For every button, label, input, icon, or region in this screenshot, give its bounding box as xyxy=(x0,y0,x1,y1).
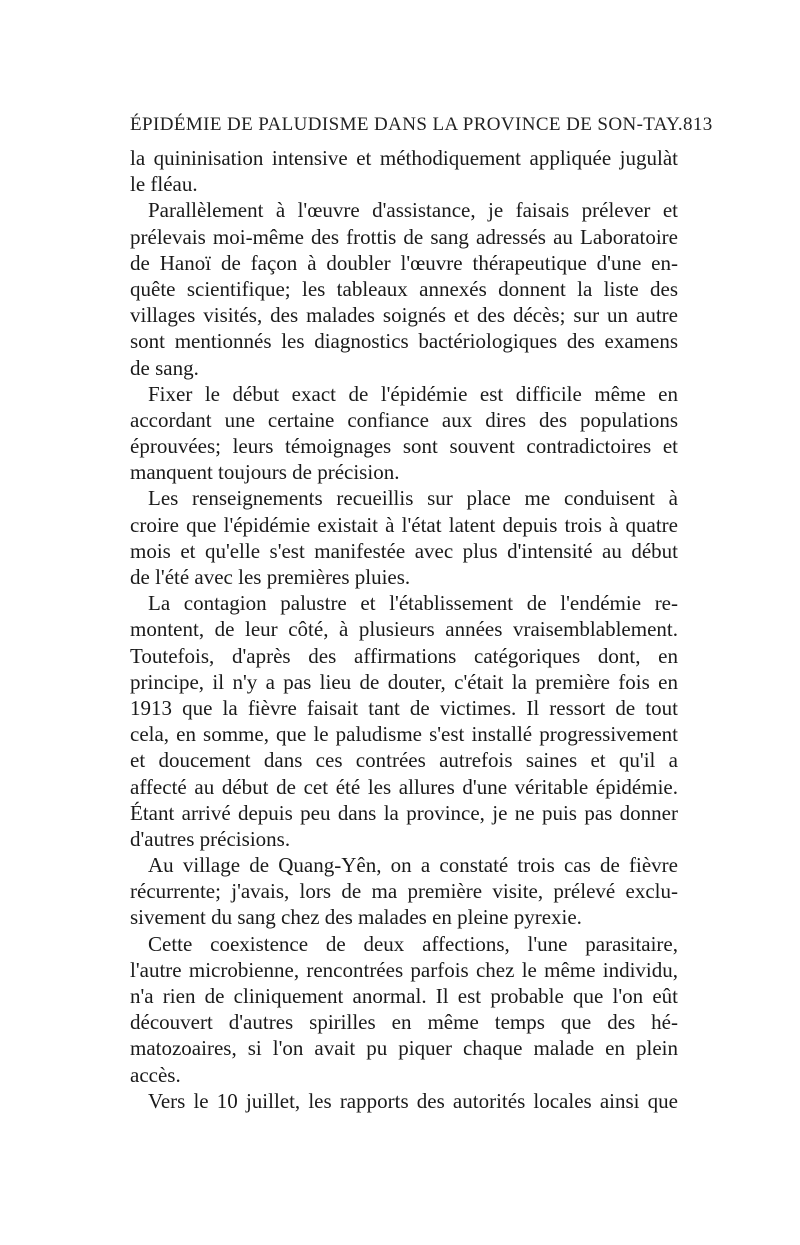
paragraph xyxy=(130,590,678,852)
paragraph xyxy=(130,1088,678,1114)
text-line: découvert d'autres spirilles en même temps que des hé- xyxy=(130,1010,678,1035)
paragraph xyxy=(130,197,678,380)
paragraph xyxy=(130,145,678,197)
text-line: de Hanoï de façon à doubler l'œuvre thérapeutique d'une en- xyxy=(130,250,678,275)
text-line: d'autres précisions. xyxy=(130,826,291,851)
text-line: la quininisation intensive et méthodiquement appliquée jugulàt xyxy=(130,146,678,170)
text-line: Vers le 10 juillet, les rapports des autorités locales ainsi que xyxy=(148,1088,678,1113)
text-line: et doucement dans ces contrées autrefois saines et qu'il a xyxy=(130,748,678,773)
text-line: éprouvées; leurs témoignages sont souvent contradictoires et xyxy=(130,434,678,459)
text-line: cela, en somme, que le paludisme s'est installé progressivement xyxy=(130,722,678,747)
text-line: accordant une certaine confiance aux dires des populations xyxy=(130,407,678,432)
text-line: de l'été avec les premières pluies. xyxy=(130,565,411,589)
text-line: 1913 que la fièvre faisait tant de victimes. Il ressort de tout xyxy=(130,695,678,720)
text-line: affecté au début de cet été les allures d'une véritable épidémie. xyxy=(130,774,678,799)
page-number: 813 xyxy=(682,114,713,135)
running-title: ÉPIDÉMIE DE PALUDISME DANS LA PROVINCE DE SON-TAY. xyxy=(130,114,683,135)
text-line: n'a rien de cliniquement anormal. Il est probable que l'on eût xyxy=(130,984,678,1008)
text-line: Les renseignements recueillis sur place me conduisent à xyxy=(148,486,678,511)
text-line: villages visités, des malades soignés et des décès; sur un autre xyxy=(130,303,678,328)
text-line: Au village de Quang-Yên, on a constaté trois cas de fièvre xyxy=(148,853,678,878)
body-text xyxy=(130,145,678,1114)
paragraph xyxy=(130,485,678,590)
running-header xyxy=(130,114,713,144)
paragraph xyxy=(130,381,678,486)
text-line: Parallèlement à l'œuvre d'assistance, je faisais prélever et xyxy=(148,198,678,223)
text-line: prélevais moi-même des frottis de sang adressés au Laboratoire xyxy=(130,224,678,249)
text-line: quête scientifique; les tableaux annexés donnent la liste des xyxy=(130,276,678,301)
text-line: accès. xyxy=(130,1062,181,1087)
text-line: montent, de leur côté, à plusieurs années vraisemblablement. xyxy=(130,617,678,642)
text-line: matozoaires, si l'on avait pu piquer chaque malade en plein xyxy=(130,1036,678,1061)
text-line: Toutefois, d'après des affirmations catégoriques dont, en xyxy=(130,643,678,668)
paragraph xyxy=(130,931,678,1088)
text-line: mois et qu'elle s'est manifestée avec plus d'intensité au début xyxy=(130,538,678,563)
text-line: le fléau. xyxy=(130,172,198,197)
text-line: principe, il n'y a pas lieu de douter, c'était la première fois en xyxy=(130,669,678,694)
paragraph xyxy=(130,852,678,931)
text-line: Fixer le début exact de l'épidémie est difficile même en xyxy=(148,381,678,406)
text-line: croire que l'épidémie existait à l'état latent depuis trois à quatre xyxy=(130,512,678,537)
text-line: sont mentionnés les diagnostics bactériologiques des examens xyxy=(130,329,678,354)
text-line: de sang. xyxy=(130,355,199,380)
text-line: Étant arrivé depuis peu dans la province, je ne puis pas donner xyxy=(130,800,678,825)
text-line: manquent toujours de précision. xyxy=(130,460,400,485)
text-line: récurrente; j'avais, lors de ma première visite, prélevé exclu- xyxy=(130,879,678,904)
text-line: sivement du sang chez des malades en pleine pyrexie. xyxy=(130,905,582,930)
text-line: Cette coexistence de deux affections, l'une parasitaire, xyxy=(148,931,678,956)
text-line: La contagion palustre et l'établissement de l'endémie re- xyxy=(148,591,678,616)
text-line: l'autre microbienne, rencontrées parfois chez le même individu, xyxy=(130,957,678,982)
